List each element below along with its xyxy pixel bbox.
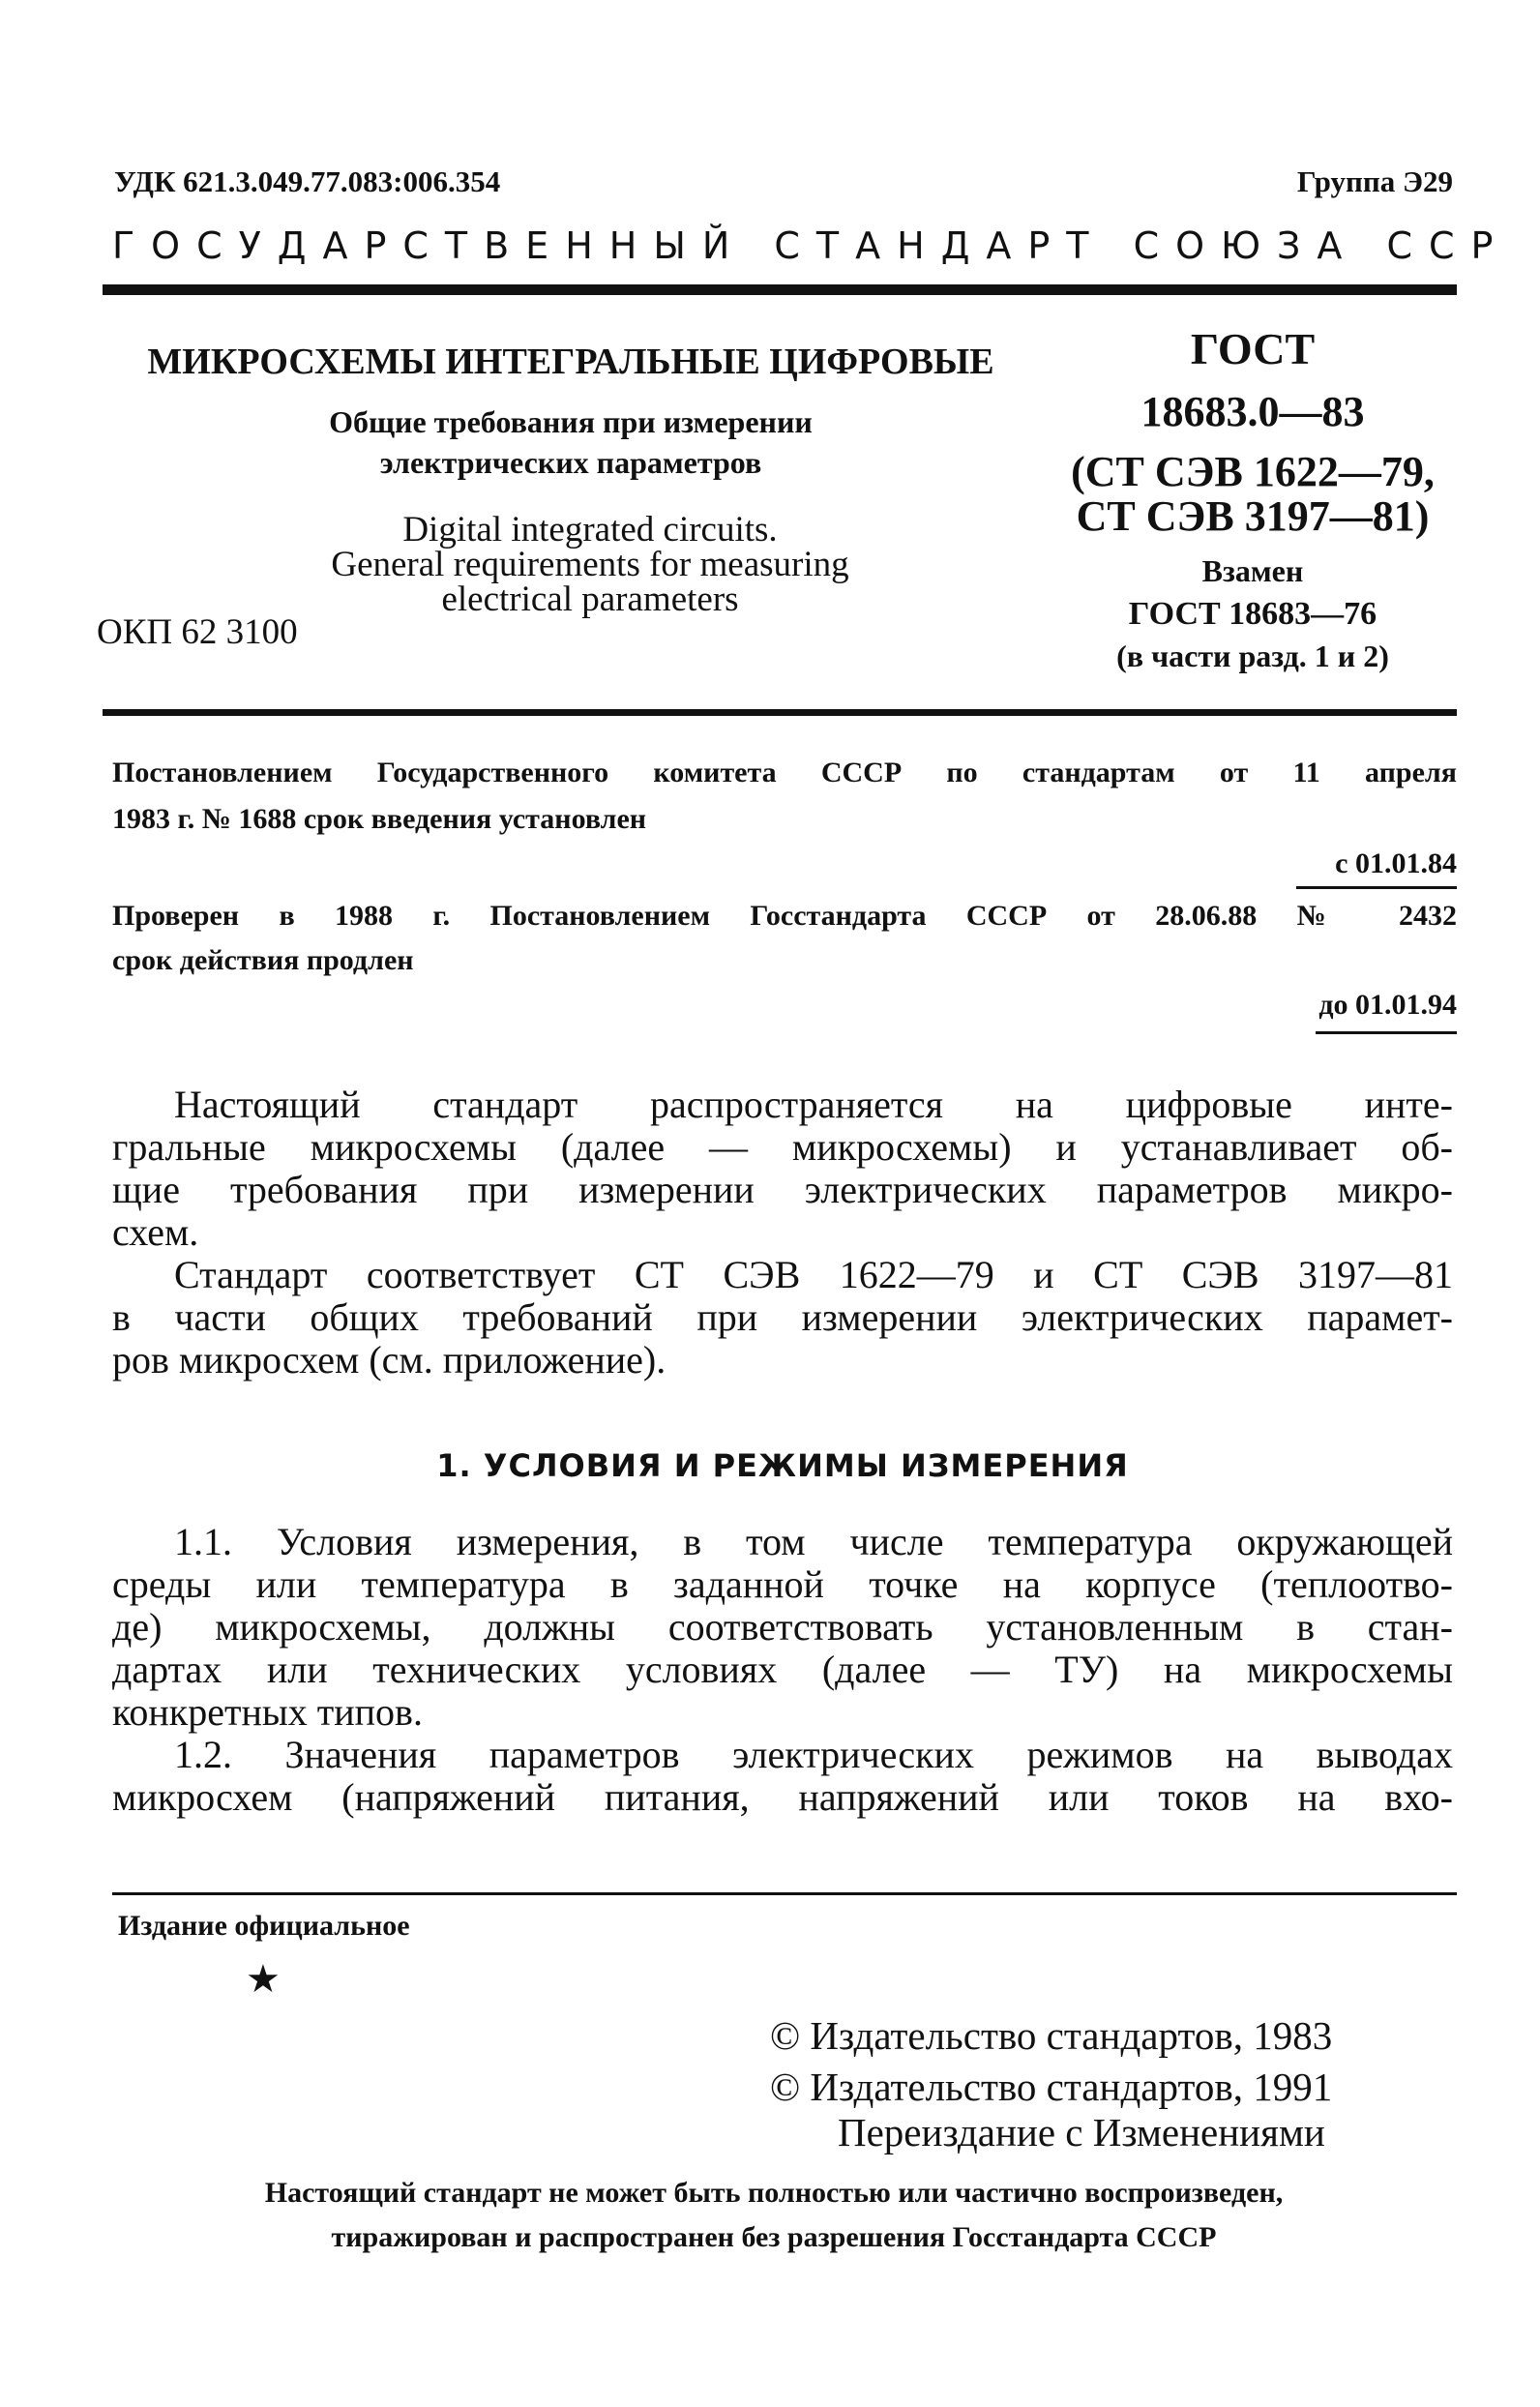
replaces-label: Взамен xyxy=(1201,553,1304,588)
reproduction-notice-line-2: тиражирован и распространен без разрешения Госстандарта СССР xyxy=(331,2221,1217,2253)
reissue-note: Переиздание с Изменениями xyxy=(838,2110,1325,2154)
text-line: де) микросхемы, должны соответствовать установленным в стан- xyxy=(112,1605,1453,1649)
checked-line-1: Проверен в 1988 г. Постановлением Госстандарта СССР от 28.06.88 № 2432 xyxy=(112,900,1457,932)
reproduction-notice-line-1: Настоящий стандарт не может быть полностью или частично воспроизведен, xyxy=(264,2177,1284,2209)
subtitle-en-line-1: Digital integrated circuits. xyxy=(402,510,778,550)
state-standard-banner: ГОСУДАРСТВЕННЫЙ СТАНДАРТ СОЮЗА ССР xyxy=(112,224,1510,267)
text-line: схем. xyxy=(112,1210,199,1254)
copyright-line-2 xyxy=(770,2064,1332,2110)
copyright-line-1 xyxy=(770,2012,1332,2059)
footer-rule xyxy=(112,1892,1457,1895)
decree-line-1: Постановлением Государственного комитета СССР по стандартам от 11 апреля xyxy=(112,757,1457,788)
validity-date-underline xyxy=(1316,1031,1457,1034)
udk-code: УДК 621.3.049.77.083:006.354 xyxy=(114,164,501,198)
clause-1-2 xyxy=(112,1734,1453,1819)
intro-paragraph-1 xyxy=(112,1084,1453,1254)
st-sev-line-1: (СТ СЭВ 1622—79, xyxy=(1071,448,1435,495)
checked-line-2: срок действия продлен xyxy=(112,944,414,976)
gost-label: ГОСТ xyxy=(1190,324,1316,373)
clause-1-1 xyxy=(112,1521,1453,1734)
st-sev-line-2: СТ СЭВ 3197—81) xyxy=(1076,492,1430,540)
effective-date-underline xyxy=(1296,886,1457,889)
replaces-note: (в части разд. 1 и 2) xyxy=(1116,639,1389,673)
intro-paragraph-2 xyxy=(112,1254,1453,1382)
copyright-text-1: Издательство стандартов, 1983 xyxy=(810,2013,1333,2058)
subtitle-en-line-2: General requirements for measuring xyxy=(331,545,849,584)
text-line: гральные микросхемы (далее — микросхемы) и устанавливает об- xyxy=(112,1125,1453,1169)
text-line: 1.1. Условия измерения, в том числе температура окружающей xyxy=(174,1520,1453,1563)
replaces-standard: ГОСТ 18683—76 xyxy=(1128,596,1377,632)
text-line: среды или температура в заданной точке на корпусе (теплоотво- xyxy=(112,1562,1453,1606)
gost-number: 18683.0—83 xyxy=(1140,388,1365,435)
text-line: конкретных типов. xyxy=(112,1690,423,1734)
effective-date: с 01.01.84 xyxy=(1335,847,1457,879)
copyright-icon: © xyxy=(770,2065,801,2109)
okp-code: ОКП 62 3100 xyxy=(97,612,298,652)
validity-date: до 01.01.94 xyxy=(1318,989,1457,1021)
text-line: дартах или технических условиях (далее — ТУ) на микросхемы xyxy=(112,1648,1453,1691)
subtitle-en-line-3: electrical parameters xyxy=(441,579,739,619)
title-block-rule xyxy=(103,709,1457,716)
text-line: Стандарт соответствует СТ СЭВ 1622—79 и СТ СЭВ 3197—81 xyxy=(174,1253,1453,1296)
header-thick-rule xyxy=(103,284,1457,295)
text-line: ров микросхем (см. приложение). xyxy=(112,1338,666,1382)
subtitle-ru-line-1: Общие требования при измерении xyxy=(329,404,813,439)
section-1-heading: 1. УСЛОВИЯ И РЕЖИМЫ ИЗМЕРЕНИЯ xyxy=(436,1447,1129,1484)
copyright-icon: © xyxy=(770,2013,801,2058)
star-icon: ★ xyxy=(246,1957,281,2001)
text-line: щие требования при измерении электрических параметров микро- xyxy=(112,1168,1453,1211)
group-code: Группа Э29 xyxy=(1296,164,1453,198)
text-line: в части общих требований при измерении электрических парамет- xyxy=(112,1295,1453,1339)
text-line: микросхем (напряжений питания, напряжений или токов на вхо- xyxy=(112,1775,1453,1819)
text-line: 1.2. Значения параметров электрических режимов на выводах xyxy=(174,1733,1453,1776)
text-line: Настоящий стандарт распространяется на цифровые инте- xyxy=(174,1083,1453,1126)
official-edition: Издание официальное xyxy=(118,1910,410,1942)
document-title: МИКРОСХЕМЫ ИНТЕГРАЛЬНЫЕ ЦИФРОВЫЕ xyxy=(147,342,994,382)
subtitle-ru-line-2: электрических параметров xyxy=(379,445,762,480)
decree-line-2: 1983 г. № 1688 срок введения установлен xyxy=(112,803,647,835)
copyright-text-2: Издательство стандартов, 1991 xyxy=(810,2065,1333,2109)
